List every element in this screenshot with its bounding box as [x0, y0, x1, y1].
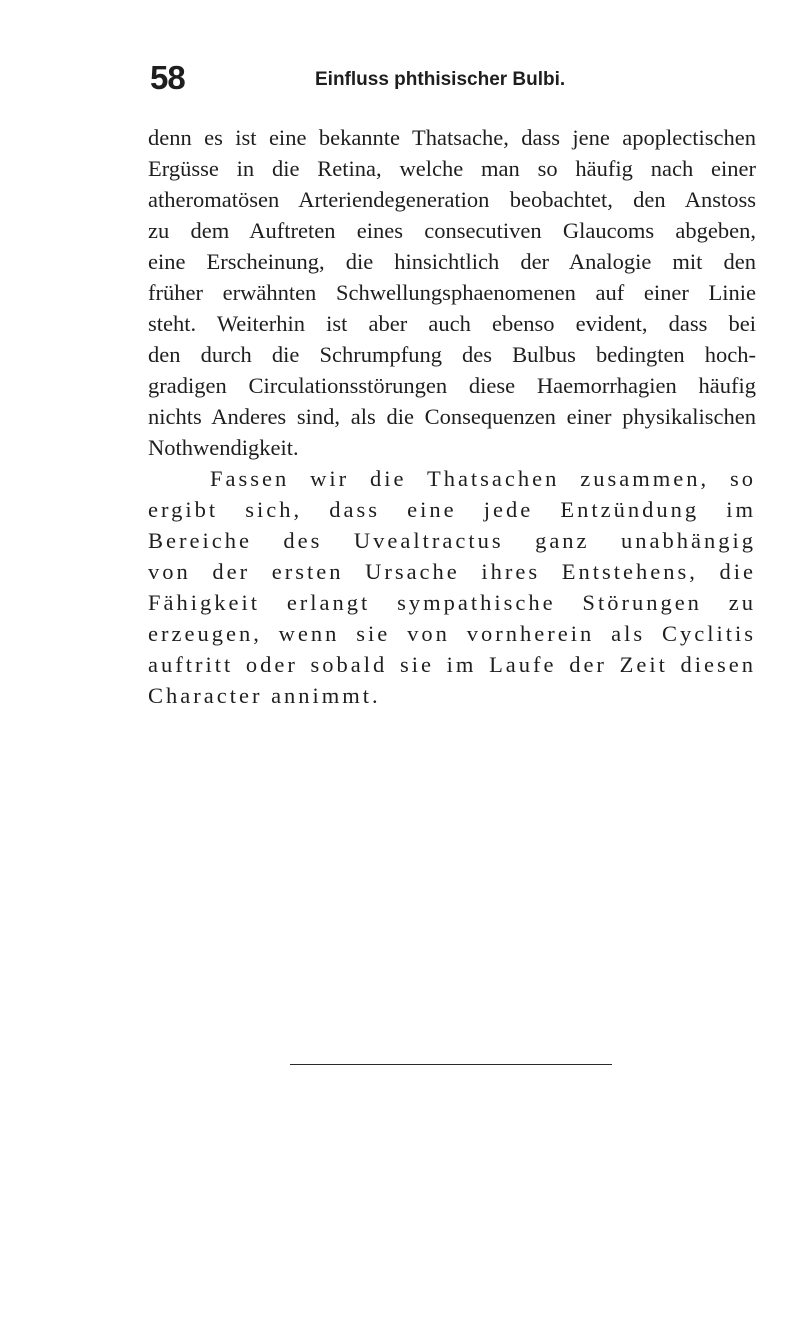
- paragraph-1: [148, 122, 756, 463]
- text-line: Fähigkeit erlangt sympathische Störungen zu: [148, 590, 756, 615]
- horizontal-rule: [290, 1064, 612, 1065]
- text-line: atheromatösen Arteriendegeneration beobachtet, den Anstoss: [148, 187, 756, 212]
- text-line: Nothwendigkeit.: [148, 435, 299, 460]
- text-line: eine Erscheinung, die hinsichtlich der Analogie mit den: [148, 249, 756, 274]
- text-line: zu dem Auftreten eines consecutiven Glaucoms abgeben,: [148, 218, 756, 243]
- paragraph-2: [148, 463, 756, 711]
- page-number: 58: [150, 59, 185, 96]
- text-line: Character annimmt.: [148, 683, 381, 708]
- text-line: steht. Weiterhin ist aber auch ebenso evident, dass bei: [148, 311, 756, 336]
- text-line: gradigen Circulationsstörungen diese Haemorrhagien häufig: [148, 373, 756, 398]
- running-title: Einfluss phthisischer Bulbi.: [315, 69, 566, 90]
- text-line: denn es ist eine bekannte Thatsache, dass jene apoplectischen: [148, 125, 756, 150]
- text-line: erzeugen, wenn sie von vornherein als Cyclitis: [148, 621, 756, 646]
- text-line: Fassen wir die Thatsachen zusammen, so: [210, 466, 756, 491]
- text-line: Ergüsse in die Retina, welche man so häufig nach einer: [148, 156, 756, 181]
- text-line: ergibt sich, dass eine jede Entzündung im: [148, 497, 756, 522]
- body-text: [148, 122, 756, 711]
- text-line: von der ersten Ursache ihres Entstehens, die: [148, 559, 756, 584]
- text-line: auftritt oder sobald sie im Laufe der Zeit diesen: [148, 652, 756, 677]
- text-line: den durch die Schrumpfung des Bulbus bedingten hoch-: [148, 342, 756, 367]
- page-header: [150, 60, 750, 100]
- text-line: früher erwähnten Schwellungsphaenomenen auf einer Linie: [148, 280, 756, 305]
- text-line: nichts Anderes sind, als die Consequenzen einer physikalischen: [148, 404, 756, 429]
- text-line: Bereiche des Uvealtractus ganz unabhängig: [148, 528, 756, 553]
